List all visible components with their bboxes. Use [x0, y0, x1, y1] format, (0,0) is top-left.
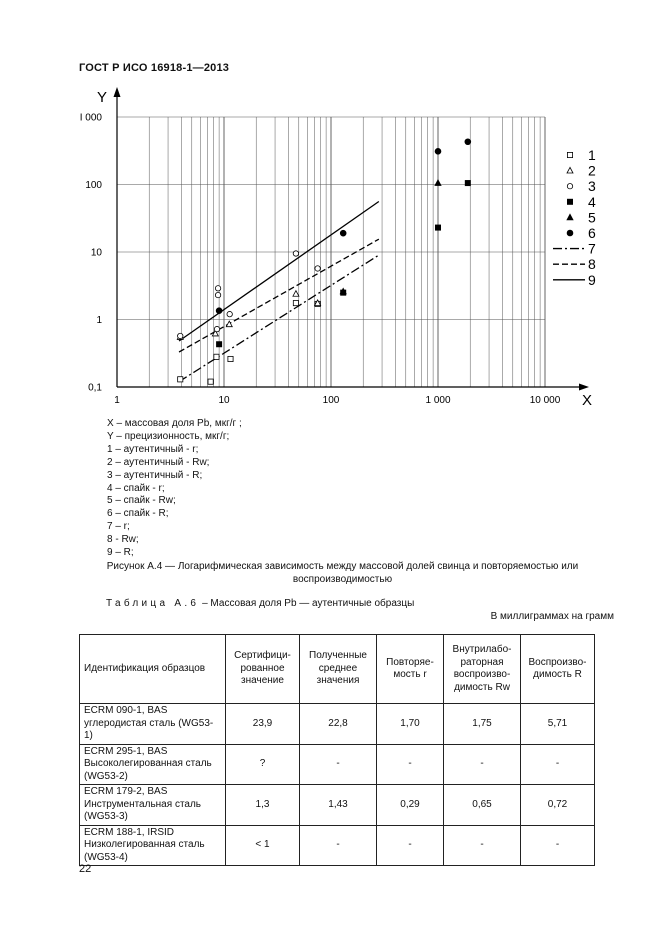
table-cell: -: [300, 825, 377, 866]
legend-marker-1: [567, 152, 572, 157]
legend-label: 8: [588, 256, 596, 273]
data-point-series-3: [315, 266, 320, 271]
legend-label: 1: [588, 147, 596, 163]
note-line: 9 – R;: [107, 547, 134, 559]
x-tick-label: 1 000: [425, 395, 451, 406]
y-axis-label: Y: [97, 89, 108, 106]
table-units: В миллиграммах на грамм: [490, 611, 614, 622]
y-axis-arrow: [114, 87, 121, 97]
table-row: [80, 744, 595, 785]
table-row: [80, 704, 595, 745]
data-point-series-1: [214, 354, 219, 359]
table-cell: ?: [226, 744, 300, 785]
table-cell: -: [377, 744, 444, 785]
chart-legend: [553, 147, 596, 288]
table-caption-label: Таблица А.6: [106, 598, 200, 609]
note-line: X – массовая доля Pb, мкг/г ;: [107, 418, 242, 429]
chart-trend-lines: [179, 201, 379, 381]
document-header: ГОСТ Р ИСО 16918-1—2013: [79, 62, 230, 74]
x-tick-label: 10: [218, 395, 230, 406]
table-cell: 0,72: [521, 785, 595, 826]
table-cell: 22,8: [300, 704, 377, 745]
note-line: 1 – аутентичный - r;: [107, 443, 199, 455]
note-line: 5 – спайк - Rw;: [107, 495, 176, 507]
table-caption-title: – Массовая доля Pb — аутентичные образцы: [202, 598, 415, 609]
legend-label: 4: [588, 193, 596, 210]
header-cell: Полученные среднее значения: [300, 635, 377, 704]
note-line: Y – прецизионность, мкг/г;: [107, 430, 230, 442]
header-rw-text: Внутрилабо-раторная воспроизво-димость Rw: [452, 644, 512, 693]
figure-caption: Рисунок А.4 — Логарифмическая зависимость между массовой долей свинца и повторяемостью или воспроизводимостью: [106, 561, 579, 585]
y-tick-label: 10: [90, 247, 102, 259]
sample-id-cell: ECRM 179-2, BAS Инструментальная сталь (WG53-3): [80, 785, 226, 826]
data-point-series-1: [178, 377, 183, 382]
note-line: 8 - Rw;: [107, 534, 139, 546]
table-cell: 1,75: [444, 704, 521, 745]
header-cell: Повторяе-мость r: [377, 635, 444, 704]
data-point-series-1: [293, 300, 298, 305]
header-cell: [444, 635, 521, 704]
legend-marker-4: [567, 199, 572, 204]
header-cell: Идентификация образцов: [80, 635, 226, 704]
data-point-series-6: [435, 148, 441, 154]
chart-points: [177, 139, 470, 384]
x-tick-label: 10 000: [529, 395, 561, 406]
trend-line-8: [179, 239, 379, 352]
table-cell: 1,3: [226, 785, 300, 826]
table-header-row: [80, 635, 595, 704]
table-row: [80, 785, 595, 826]
data-point-series-6: [340, 230, 346, 236]
table-cell: -: [444, 744, 521, 785]
table-cell: -: [521, 825, 595, 866]
y-tick-label: 100: [85, 180, 102, 191]
y-tick-label: I 000: [79, 112, 102, 124]
x-axis-label: X: [582, 392, 593, 409]
data-point-series-2: [226, 321, 232, 327]
table-cell: 5,71: [521, 704, 595, 745]
data-point-series-3: [215, 286, 220, 291]
chart-grid: [117, 117, 545, 387]
y-tick-label: 0,1: [88, 382, 102, 394]
x-tick-label: 100: [322, 395, 340, 406]
legend-label: 2: [588, 162, 596, 179]
table-cell: -: [300, 744, 377, 785]
legend-label: 9: [588, 271, 596, 288]
legend-label: 3: [588, 178, 596, 195]
sample-id-cell: ECRM 188-1, IRSID Низколегированная сталь (WG53-4): [80, 825, 226, 866]
x-tick-label: 1: [114, 395, 120, 406]
table-cell: 1,43: [300, 785, 377, 826]
data-point-series-6: [465, 139, 471, 145]
data-point-series-4: [217, 342, 222, 347]
trend-line-9: [179, 201, 379, 341]
note-line: 7 – r;: [107, 521, 130, 533]
x-axis-arrow: [579, 384, 589, 391]
data-point-series-1: [208, 379, 213, 384]
data-point-series-2: [293, 291, 299, 297]
data-point-series-6: [216, 308, 222, 314]
note-line: 2 – аутентичный - Rw;: [107, 456, 210, 468]
data-point-series-4: [465, 180, 470, 185]
trend-line-7: [179, 255, 379, 382]
legend-marker-5: [567, 214, 573, 220]
table-caption: [106, 598, 414, 609]
log-log-chart: [70, 85, 610, 415]
header-cell: Сертифици-рованное значение: [226, 635, 300, 704]
table-cell: 0,29: [377, 785, 444, 826]
table-cell: 0,65: [444, 785, 521, 826]
figure-notes: [107, 418, 242, 560]
data-table: [79, 634, 595, 866]
sample-id-cell: ECRM 295-1, BAS Высоколегированная сталь (WG53-2): [80, 744, 226, 785]
table-cell: -: [444, 825, 521, 866]
table-row: [80, 825, 595, 866]
table-cell: 1,70: [377, 704, 444, 745]
header-cell: Воспроизво-димость R: [521, 635, 595, 704]
legend-marker-6: [567, 230, 573, 236]
chart-axes: [80, 87, 592, 409]
legend-marker-2: [567, 167, 573, 173]
data-point-series-3: [215, 292, 220, 297]
legend-label: 5: [588, 209, 596, 226]
note-line: 4 – спайк - r;: [107, 482, 165, 494]
legend-marker-3: [567, 184, 572, 189]
data-point-series-5: [435, 180, 441, 186]
table-cell: -: [521, 744, 595, 785]
data-point-series-3: [227, 311, 232, 316]
note-line: 3 – аутентичный - R;: [107, 469, 203, 481]
data-point-series-4: [435, 225, 440, 230]
table-cell: 23,9: [226, 704, 300, 745]
y-tick-label: 1: [96, 315, 102, 326]
data-point-series-3: [293, 251, 298, 256]
table-cell: -: [377, 825, 444, 866]
data-point-series-3: [178, 333, 183, 338]
page-number: 22: [79, 863, 92, 875]
data-point-series-3: [214, 326, 219, 331]
table-cell: < 1: [226, 825, 300, 866]
legend-label: 6: [588, 225, 596, 241]
sample-id-cell: ECRM 090-1, BAS углеродистая сталь (WG53-1): [80, 704, 226, 745]
note-line: 6 – спайк - R;: [107, 508, 169, 520]
data-point-series-1: [228, 356, 233, 361]
legend-label: 7: [588, 240, 596, 257]
